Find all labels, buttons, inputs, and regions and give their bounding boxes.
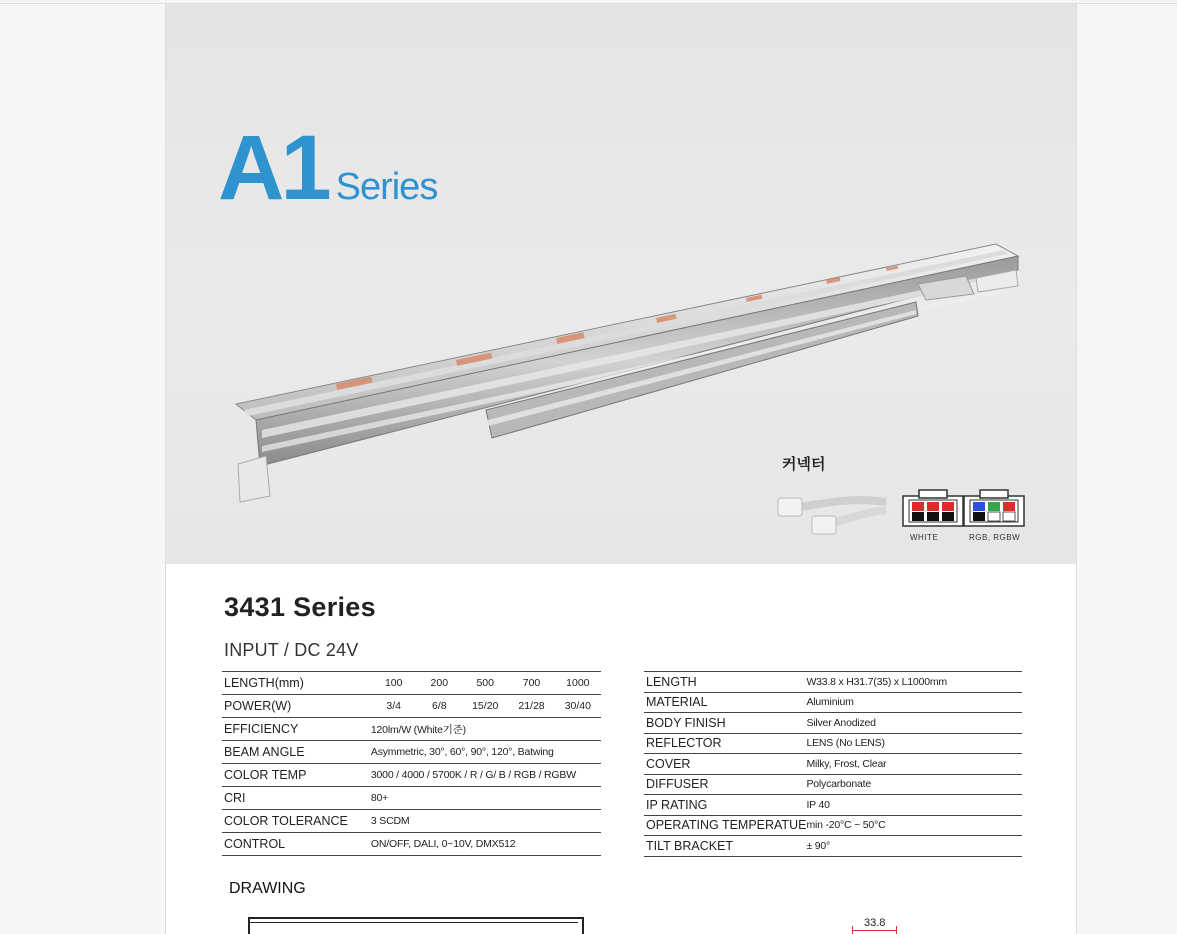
spec-key: DIFFUSER <box>646 777 709 792</box>
white-connector-label: WHITE <box>910 533 939 542</box>
drawing-inner-line <box>250 922 578 923</box>
spec-value: 500 <box>476 677 494 689</box>
dimension-label: 33.8 <box>864 917 886 929</box>
catalog-page <box>165 4 1077 934</box>
table-row <box>644 815 1022 836</box>
drawing-heading: DRAWING <box>229 880 306 897</box>
spec-value: Polycarbonate <box>806 778 871 791</box>
input-voltage: INPUT / DC 24V <box>224 640 359 660</box>
table-row <box>644 692 1022 713</box>
series-brand <box>218 117 438 219</box>
series-word: Series <box>335 166 438 208</box>
table-row <box>644 774 1022 795</box>
spec-value: 200 <box>430 677 449 689</box>
spec-value: min -20°C ~ 50°C <box>806 819 886 832</box>
spec-value: 700 <box>522 677 541 689</box>
spec-key: MATERIAL <box>646 695 708 710</box>
table-row <box>222 718 601 741</box>
spec-value: Milky, Frost, Clear <box>806 757 887 770</box>
spec-key: CONTROL <box>224 837 286 851</box>
spec-value: 3/4 <box>386 700 401 712</box>
table-row <box>222 695 601 718</box>
spec-table-left <box>222 671 601 856</box>
spec-key: OPERATING TEMPERATUE <box>646 818 807 833</box>
spec-key: CRI <box>224 791 246 805</box>
connector-cable-image <box>776 486 888 542</box>
spec-key: POWER(W) <box>224 699 292 713</box>
spec-key: COLOR TOLERANCE <box>224 814 348 828</box>
spec-key: BODY FINISH <box>646 715 726 730</box>
spec-key: LENGTH <box>646 674 697 689</box>
model-name: A1 <box>218 117 328 219</box>
white-connector-icon <box>901 488 965 528</box>
table-row <box>644 672 1022 693</box>
table-row <box>222 741 601 764</box>
spec-value: 15/20 <box>472 700 499 712</box>
hero-banner <box>166 4 1076 564</box>
table-row <box>644 754 1022 775</box>
spec-key: LENGTH(mm) <box>224 676 304 690</box>
spec-key: COLOR TEMP <box>224 768 307 782</box>
table-row <box>644 836 1022 857</box>
spec-value: 6/8 <box>431 700 447 712</box>
spec-table-right <box>644 671 1022 857</box>
table-row <box>644 733 1022 754</box>
spec-key: TILT BRACKET <box>646 838 734 853</box>
spec-value: ± 90° <box>806 839 830 852</box>
spec-value: IP 40 <box>806 798 830 811</box>
spec-value: W33.8 x H31.7(35) x L1000mm <box>806 675 947 688</box>
spec-key: REFLECTOR <box>646 736 722 751</box>
led-bar-fixture-image <box>226 234 1026 514</box>
spec-value: 80+ <box>370 792 389 804</box>
spec-value: Aluminium <box>806 696 854 709</box>
table-row <box>222 810 601 833</box>
table-row <box>644 713 1022 734</box>
spec-value: ON/OFF, DALI, 0~10V, DMX512 <box>370 838 516 850</box>
spec-key: BEAM ANGLE <box>224 745 305 759</box>
spec-value: 120lm/W (White기준) <box>370 723 466 736</box>
table-row <box>222 833 601 856</box>
spec-value: Asymmetric, 30°, 60°, 90°, 120°, Batwing <box>370 746 554 758</box>
spec-value: 1000 <box>566 677 590 689</box>
spec-value: LENS (No LENS) <box>806 737 885 750</box>
table-row <box>222 764 601 787</box>
spec-key: COVER <box>646 756 691 771</box>
drawing-side-view <box>248 917 584 934</box>
spec-value: Silver Anodized <box>806 716 876 729</box>
product-title: 3431 Series <box>224 592 376 622</box>
spec-key: EFFICIENCY <box>224 722 299 736</box>
spec-value: 3 SCDM <box>370 815 410 827</box>
spec-value: 30/40 <box>564 700 591 712</box>
spec-value: 100 <box>384 677 403 689</box>
rgb-connector-icon <box>962 488 1026 528</box>
table-row <box>644 795 1022 816</box>
dimension-line <box>852 930 896 931</box>
rgb-connector-label: RGB, RGBW <box>969 533 1021 542</box>
spec-key: IP RATING <box>646 797 708 812</box>
spec-value: 3000 / 4000 / 5700K / R / G/ B / RGB / RGBW <box>370 769 576 781</box>
table-row <box>222 672 601 695</box>
dimension-tick <box>896 926 897 934</box>
spec-value: 21/28 <box>518 700 545 712</box>
connector-title: 커넥터 <box>782 456 826 473</box>
dimension-tick <box>852 926 853 934</box>
table-row <box>222 787 601 810</box>
